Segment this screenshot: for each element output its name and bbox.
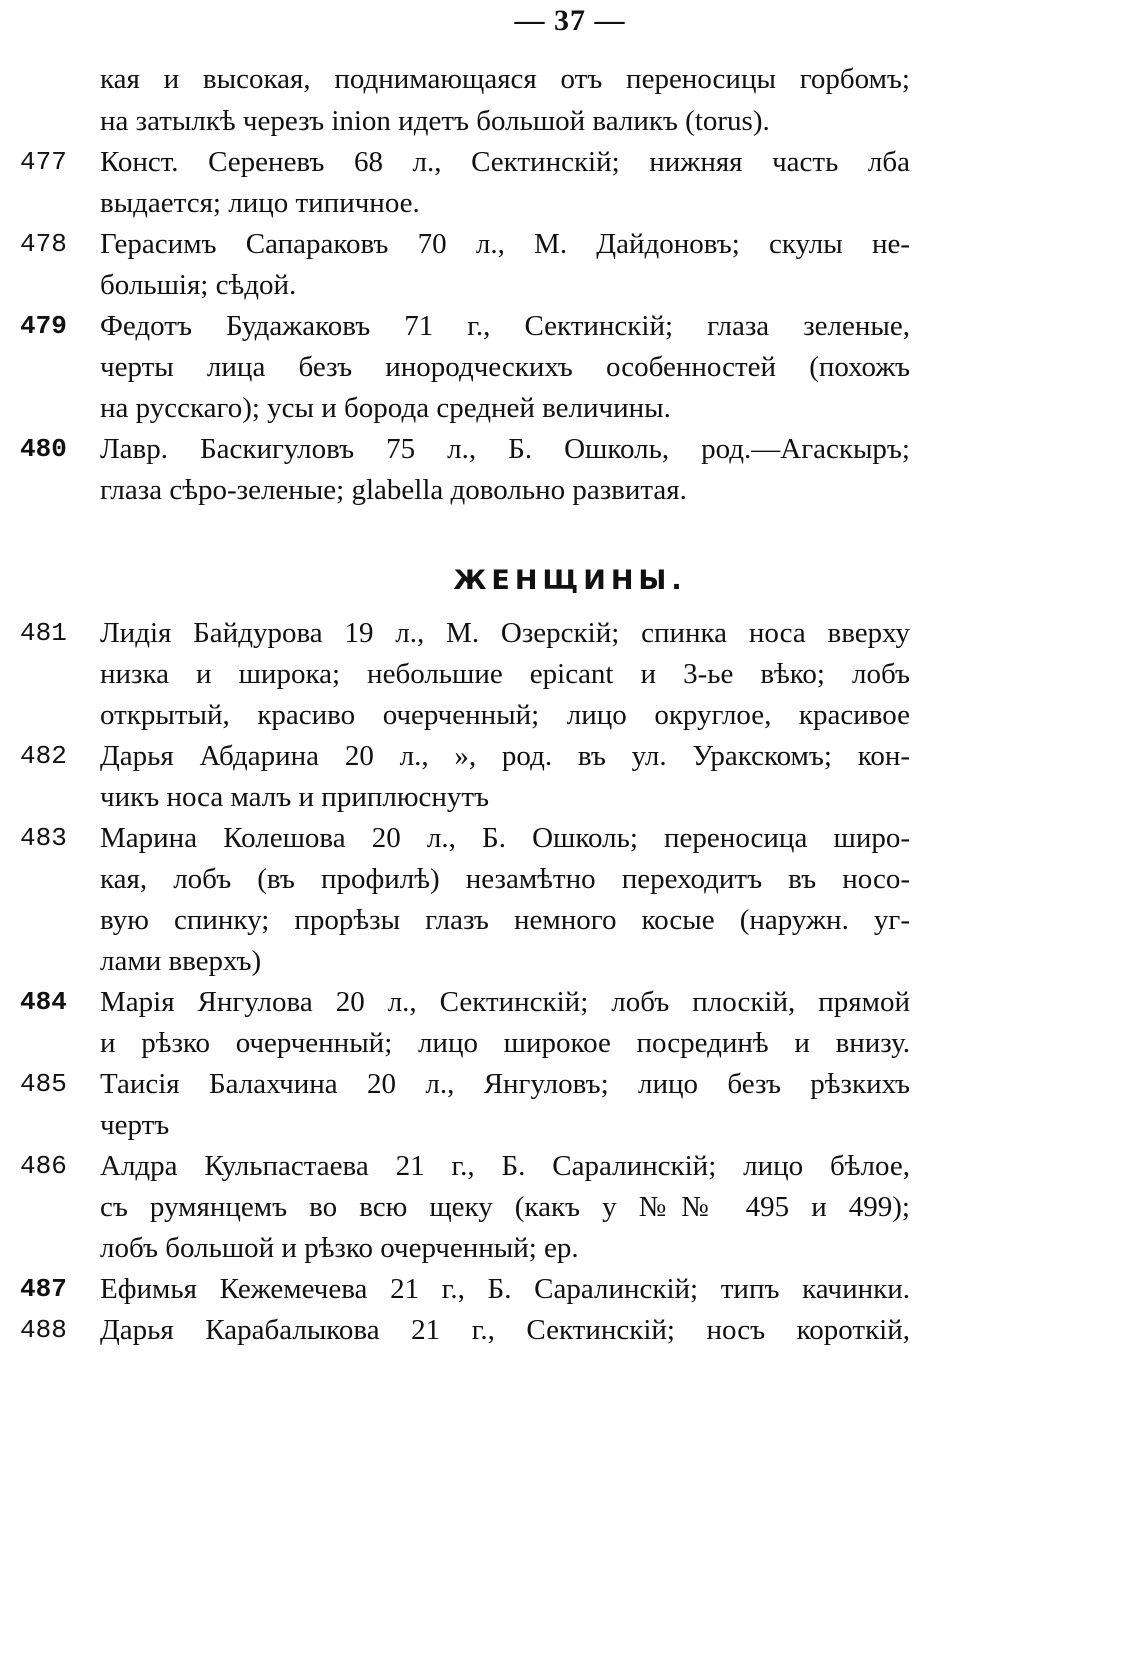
entry-number: 480 <box>20 434 67 464</box>
entry-number: 483 <box>20 823 67 853</box>
entry-number: 481 <box>20 618 67 648</box>
entry-line: Герасимъ Сапараковъ 70 л., М. Дайдоновъ; скулы не- <box>100 228 910 260</box>
continuation-line: на затылкѣ черезъ inion идетъ большой валикъ (torus). <box>100 105 770 137</box>
entry-line: Ефимья Кежемечева 21 г., Б. Саралинскій; типъ качинки. <box>100 1273 910 1305</box>
entry-line: вую спинку; прорѣзы глазъ немного косые (наружн. уг- <box>100 904 910 936</box>
entry-line: глаза сѣро-зеленые; glabella довольно развитая. <box>100 474 687 506</box>
entry-line: Дарья Абдарина 20 л., », род. въ ул. Уракскомъ; кон- <box>100 740 910 772</box>
entry-line: Таисія Балахчина 20 л., Янгуловъ; лицо безъ рѣзкихъ <box>100 1068 910 1100</box>
entry-line: лами вверхъ) <box>100 945 262 977</box>
entry-line: Конст. Сереневъ 68 л., Сектинскій; нижняя часть лба <box>100 146 910 178</box>
entry-line: черты лица безъ инородческихъ особенностей (похожъ <box>100 351 910 383</box>
entry-line: Марина Колешова 20 л., Б. Ошколь; переносица широ- <box>100 822 910 854</box>
entry-line: Федотъ Будажаковъ 71 г., Сектинскій; глаза зеленые, <box>100 310 910 342</box>
page-number: — 37 — <box>514 4 626 37</box>
entry-number: 482 <box>20 741 67 771</box>
entry-line: съ румянцемъ во всю щеку (какъ у №№ 495 и 499); <box>100 1191 910 1223</box>
entry-line: большія; сѣдой. <box>100 269 297 301</box>
entry-line: Алдра Кульпастаева 21 г., Б. Саралинскій; лицо бѣлое, <box>100 1150 910 1182</box>
entry-line: и рѣзко очерченный; лицо широкое посрединѣ и внизу. <box>100 1027 910 1059</box>
entry-number: 486 <box>20 1151 67 1181</box>
entry-line: лобъ большой и рѣзко очерченный; ер. <box>100 1232 579 1264</box>
entry-number: 478 <box>20 229 67 259</box>
entry-number: 477 <box>20 147 67 177</box>
entry-line: открытый, красиво очерченный; лицо округлое, красивое <box>100 699 910 731</box>
entry-line: чикъ носа малъ и приплюснутъ <box>100 781 490 813</box>
entry-line: Марія Янгулова 20 л., Сектинскій; лобъ плоскій, прямой <box>100 986 910 1018</box>
entry-line: чертъ <box>100 1109 170 1141</box>
entry-line: Лидія Байдурова 19 л., М. Озерскій; спинка носа вверху <box>100 617 910 649</box>
entry-line: Дарья Карабалыкова 21 г., Сектинскій; носъ короткій, <box>100 1314 910 1346</box>
entry-line: Лавр. Баскигуловъ 75 л., Б. Ошколь, род.—Агаскыръ; <box>100 433 910 465</box>
entry-line: низка и широка; небольшие epicant и 3-ье вѣко; лобъ <box>100 658 910 690</box>
entry-number: 485 <box>20 1069 67 1099</box>
entry-number: 479 <box>20 311 67 341</box>
entry-line: кая, лобъ (въ профилѣ) незамѣтно переходитъ въ носо- <box>100 863 910 895</box>
continuation-line: кая и высокая, поднимающаяся отъ переносицы горбомъ; <box>100 63 910 95</box>
section-heading-women: ЖЕНЩИНЫ. <box>453 565 687 596</box>
entry-line: выдается; лицо типичное. <box>100 187 420 219</box>
entry-number: 484 <box>20 987 67 1017</box>
entry-line: на русскаго); усы и борода средней величины. <box>100 392 671 424</box>
entry-number: 488 <box>20 1315 67 1345</box>
entry-number: 487 <box>20 1274 67 1304</box>
